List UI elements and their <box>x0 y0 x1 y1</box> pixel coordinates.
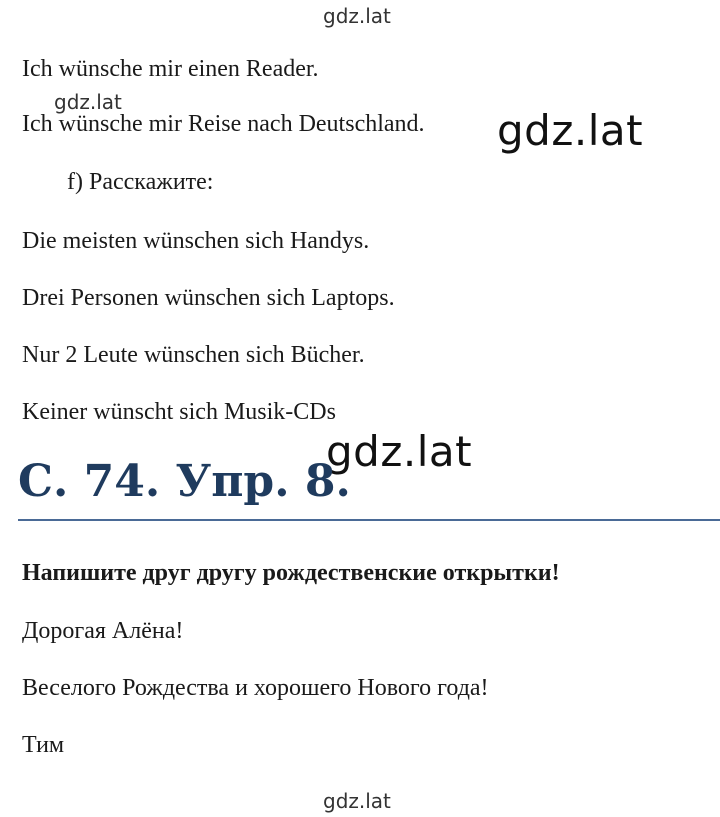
task-f-label: f) Расскажите: <box>67 169 214 195</box>
text-line-reader: Ich wünsche mir einen Reader. <box>22 56 319 82</box>
heading-divider <box>18 519 720 521</box>
watermark-top: gdz.lat <box>323 4 391 28</box>
card-greeting: Дорогая Алёна! <box>22 618 184 644</box>
watermark-middle: gdz.lat <box>326 427 473 476</box>
section-heading: С. 74. Упр. 8. <box>18 456 351 507</box>
text-line-buecher: Nur 2 Leute wünschen sich Bücher. <box>22 342 365 368</box>
task-instruction: Напишите друг другу рождественские открытки! <box>22 560 560 586</box>
watermark-upper-left: gdz.lat <box>54 90 122 114</box>
watermark-bottom: gdz.lat <box>323 789 391 813</box>
watermark-upper-right: gdz.lat <box>497 106 644 155</box>
card-signature: Тим <box>22 732 65 758</box>
text-line-handys: Die meisten wünschen sich Handys. <box>22 228 370 254</box>
text-line-musik: Keiner wünscht sich Musik-CDs <box>22 399 336 420</box>
card-wish: Веселого Рождества и хорошего Нового года! <box>22 675 489 701</box>
text-line-laptops: Drei Personen wünschen sich Laptops. <box>22 285 395 311</box>
text-line-reise: Ich wünsche mir Reise nach Deutschland. <box>22 111 425 137</box>
